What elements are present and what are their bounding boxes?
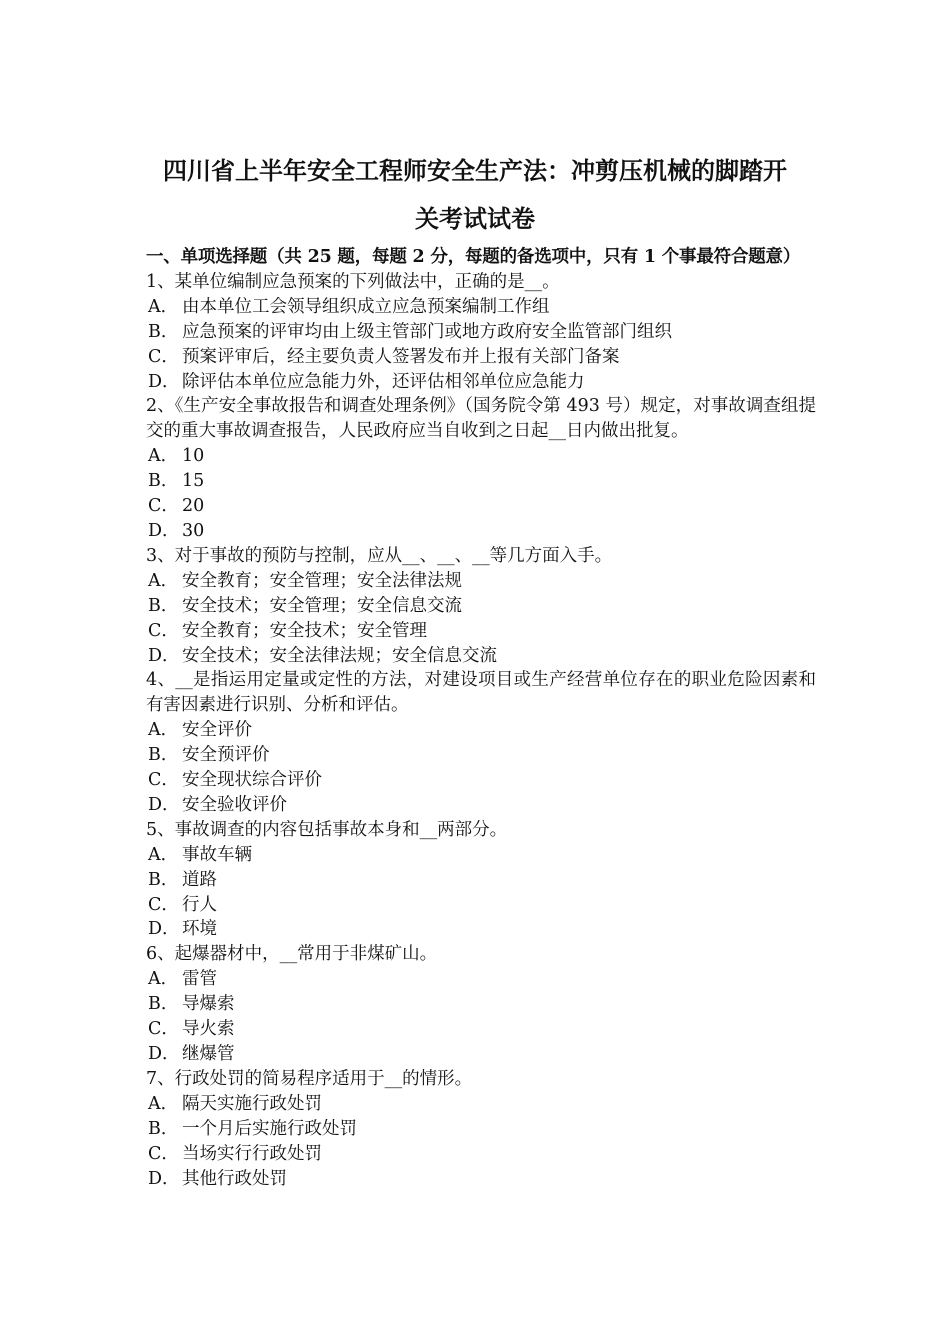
document-title-line-1: 四川省上半年安全工程师安全生产法：冲剪压机械的脚踏开 [163, 157, 787, 185]
option-b [146, 868, 816, 893]
option-c [146, 345, 816, 370]
option-text: 导火索 [182, 1019, 235, 1040]
option-c [146, 893, 816, 918]
option-letter: C． [148, 346, 179, 367]
option-d [146, 1042, 816, 1067]
question-6 [146, 942, 816, 1067]
option-letter: A． [148, 446, 179, 467]
option-text: 一个月后实施行政处罚 [182, 1118, 357, 1139]
option-c [146, 768, 816, 793]
option-text: 安全教育；安全管理；安全法律法规 [182, 570, 462, 591]
option-b [146, 743, 816, 768]
option-a [146, 1092, 816, 1117]
option-text: 30 [182, 520, 205, 541]
question-4 [146, 668, 816, 817]
option-text: 环境 [182, 919, 217, 940]
option-b [146, 1117, 816, 1142]
option-text: 其他行政处罚 [182, 1168, 287, 1189]
option-text: 隔天实施行政处罚 [182, 1093, 322, 1114]
option-letter: B． [148, 994, 179, 1015]
option-a [146, 718, 816, 743]
option-d [146, 1167, 816, 1192]
document-body [146, 245, 816, 1191]
option-text: 10 [182, 446, 205, 467]
option-c [146, 1017, 816, 1042]
option-letter: D． [148, 520, 180, 541]
document-title-line-2: 关考试试卷 [415, 205, 535, 233]
option-d [146, 793, 816, 818]
option-letter: C． [148, 894, 179, 915]
option-text: 雷管 [182, 969, 217, 990]
option-c [146, 619, 816, 644]
section-header: 一、单项选择题（共 25 题，每题 2 分，每题的备选项中，只有 1 个事最符合题意） [146, 247, 801, 267]
option-letter: C． [148, 1019, 179, 1040]
question-stem: 1、某单位编制应急预案的下列做法中，正确的是__。 [146, 271, 560, 292]
option-b [146, 992, 816, 1017]
question-7 [146, 1067, 816, 1192]
option-letter: D． [148, 1168, 180, 1189]
option-letter: D． [148, 371, 180, 392]
option-letter: B． [148, 1118, 179, 1139]
option-letter: C． [148, 620, 179, 641]
option-d [146, 370, 816, 395]
option-letter: D． [148, 794, 180, 815]
option-a [146, 843, 816, 868]
option-d [146, 917, 816, 942]
option-b [146, 469, 816, 494]
option-d [146, 519, 816, 544]
option-letter: D． [148, 645, 180, 666]
option-a [146, 295, 816, 320]
option-text: 导爆索 [182, 994, 235, 1015]
question-2 [146, 394, 816, 543]
option-text: 道路 [182, 869, 217, 890]
option-d [146, 644, 816, 669]
option-text: 安全评价 [182, 720, 252, 741]
option-letter: B． [148, 869, 179, 890]
option-letter: B． [148, 321, 179, 342]
question-stem: 2、《生产安全事故报告和调查处理条例》（国务院令第 493 号）规定，对事故调查组提交的重大事故调查报告，人民政府应当自收到之日起__日内做出批复。 [146, 396, 816, 442]
option-text: 预案评审后，经主要负责人签署发布并上报有关部门备案 [182, 346, 620, 367]
option-a [146, 569, 816, 594]
option-text: 安全验收评价 [182, 794, 287, 815]
question-stem: 3、对于事故的预防与控制，应从__、__、__等几方面入手。 [146, 545, 613, 566]
option-text: 安全技术；安全管理；安全信息交流 [182, 595, 462, 616]
option-text: 由本单位工会领导组织成立应急预案编制工作组 [182, 296, 550, 317]
option-letter: A． [148, 570, 179, 591]
option-text: 安全技术；安全法律法规；安全信息交流 [182, 645, 497, 666]
option-text: 继爆管 [182, 1044, 235, 1064]
option-text: 事故车辆 [182, 844, 252, 865]
option-text: 安全现状综合评价 [182, 770, 322, 791]
option-letter: C． [148, 770, 179, 791]
option-letter: D． [148, 919, 180, 940]
question-1 [146, 270, 816, 395]
option-text: 应急预案的评审均由上级主管部门或地方政府安全监管部门组织 [182, 321, 672, 342]
option-text: 当场实行行政处罚 [182, 1143, 322, 1164]
option-text: 除评估本单位应急能力外，还评估相邻单位应急能力 [182, 371, 585, 392]
option-text: 行人 [182, 894, 217, 915]
option-letter: A． [148, 720, 179, 741]
option-b [146, 320, 816, 345]
option-letter: B． [148, 595, 179, 616]
option-a [146, 444, 816, 469]
option-b [146, 594, 816, 619]
question-stem: 6、起爆器材中，__常用于非煤矿山。 [146, 944, 438, 965]
question-5 [146, 818, 816, 943]
option-letter: C． [148, 496, 179, 517]
option-a [146, 967, 816, 992]
option-letter: A． [148, 969, 179, 990]
question-3 [146, 544, 816, 669]
option-text: 20 [182, 496, 205, 517]
option-text: 15 [182, 471, 205, 492]
option-text: 安全教育；安全技术；安全管理 [182, 620, 427, 641]
option-letter: C． [148, 1143, 179, 1164]
option-text: 安全预评价 [182, 745, 270, 766]
option-letter: B． [148, 745, 179, 766]
question-stem: 7、行政处罚的简易程序适用于__的情形。 [146, 1068, 473, 1089]
option-c [146, 1142, 816, 1167]
option-letter: A． [148, 1093, 179, 1114]
option-letter: B． [148, 471, 179, 492]
option-letter: A． [148, 844, 179, 865]
question-stem: 5、事故调查的内容包括事故本身和__两部分。 [146, 819, 508, 840]
option-c [146, 494, 816, 519]
option-letter: D． [148, 1044, 180, 1064]
question-stem: 4、__是指运用定量或定性的方法，对建设项目或生产经营单位存在的职业危险因素和有害因素进行识别、分析和评估。 [146, 670, 816, 716]
option-letter: A． [148, 296, 179, 317]
